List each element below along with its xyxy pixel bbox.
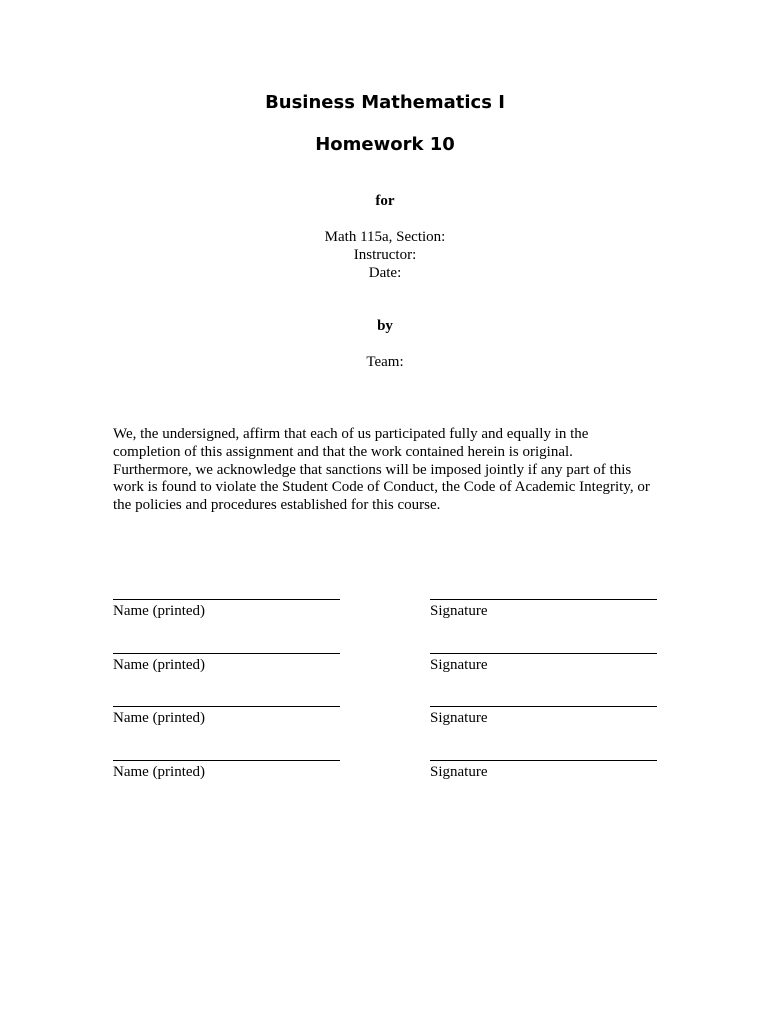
signature-field[interactable] — [430, 599, 657, 635]
course-section-line: Math 115a, Section: — [324, 229, 446, 245]
affirmation-paragraph — [113, 426, 673, 515]
instructor-line: Instructor: — [353, 247, 417, 263]
affirmation-line: completion of this assignment and that the work contained herein is original. — [113, 443, 573, 460]
name-line — [113, 760, 340, 761]
by-label: by — [377, 318, 393, 334]
document-subtitle: Homework 10 — [315, 134, 455, 155]
signature-label: Signature — [430, 603, 488, 619]
affirmation-line: work is found to violate the Student Code of Conduct, the Code of Academic Integrity, or — [113, 479, 650, 496]
name-printed-label: Name (printed) — [113, 603, 206, 619]
name-printed-label: Name (printed) — [113, 657, 206, 673]
signature-label: Signature — [430, 764, 488, 780]
name-printed-label: Name (printed) — [113, 764, 206, 780]
signature-field[interactable] — [430, 760, 657, 796]
signature-field[interactable] — [430, 706, 657, 742]
affirmation-line: the policies and procedures established for this course. — [113, 497, 441, 514]
team-line: Team: — [366, 354, 404, 370]
signature-line — [430, 599, 657, 600]
name-printed-label: Name (printed) — [113, 710, 206, 726]
signature-label: Signature — [430, 657, 488, 673]
affirmation-line: We, the undersigned, affirm that each of us participated fully and equally in the — [113, 426, 589, 442]
signature-field[interactable] — [430, 653, 657, 689]
name-printed-field[interactable] — [113, 760, 340, 796]
name-line — [113, 599, 340, 600]
signature-label: Signature — [430, 710, 488, 726]
document-title: Business Mathematics I — [265, 92, 505, 113]
signature-line — [430, 653, 657, 654]
for-label: for — [375, 193, 395, 209]
name-printed-field[interactable] — [113, 599, 340, 635]
date-line: Date: — [368, 265, 402, 281]
name-line — [113, 706, 340, 707]
signature-line — [430, 760, 657, 761]
affirmation-line: Furthermore, we acknowledge that sanctions will be imposed jointly if any part of this — [113, 461, 632, 478]
name-printed-field[interactable] — [113, 706, 340, 742]
name-line — [113, 653, 340, 654]
name-printed-field[interactable] — [113, 653, 340, 689]
signature-line — [430, 706, 657, 707]
